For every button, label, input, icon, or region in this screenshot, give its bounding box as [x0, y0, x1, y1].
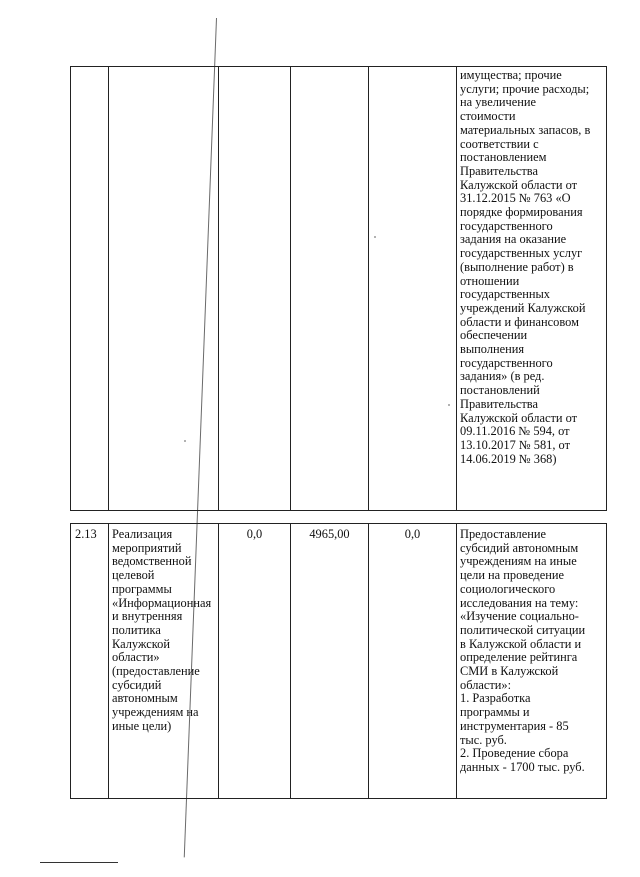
cell-number-empty [71, 67, 109, 511]
scan-speck [374, 236, 376, 238]
cell-value1: 0,0 [219, 524, 291, 799]
table-gap-row [71, 511, 607, 524]
table-gap [71, 511, 607, 524]
cell-value3-empty [369, 67, 457, 511]
cell-row-number: 2.13 [71, 524, 109, 799]
cell-value2: 4965,00 [291, 524, 369, 799]
scan-speck [448, 404, 450, 406]
cell-name-empty [109, 67, 219, 511]
scan-speck [184, 440, 186, 442]
cell-basis-continuation: имущества; прочие услуги; прочие расходы; на увеличение стоимости материальных запасов, в соответствии с постановлением Правительства Калужской области от 31.12.2015 № 763 «О порядке формирования государственного задания на оказание государственных услуг (выполнение работ) в отношении государственных учреждений Калужской области и финансовом обеспечении выполнения государственного задания» (в ред. постановлений Правительства Калужской области от 09.11.2016 № 594, от 13.10.2017 № 581, от 14.06.2019 № 368) [457, 67, 607, 511]
cell-basis: Предоставление субсидий автономным учреждениям на иные цели на проведение социологического исследования на тему: «Изучение социально- политической ситуации в Калужской области и определение рейтинга СМИ в Калужской области»: 1. Разработка программы и инструментария - 85 тыс. руб. 2. Проведение сбора данных - 1700 тыс. руб. [457, 524, 607, 799]
cell-measure-name: Реализация мероприятий ведомственной целевой программы «Информационная и внутренняя политика Калужской области» (предоставление субсидий автономным учреждениям на иные цели) [109, 524, 219, 799]
cell-value1-empty [219, 67, 291, 511]
cell-value3: 0,0 [369, 524, 457, 799]
footnote-rule [40, 862, 118, 863]
budget-table [70, 66, 607, 799]
table-row-2-13 [71, 524, 607, 799]
table-row-continuation [71, 67, 607, 511]
cell-value2-empty [291, 67, 369, 511]
